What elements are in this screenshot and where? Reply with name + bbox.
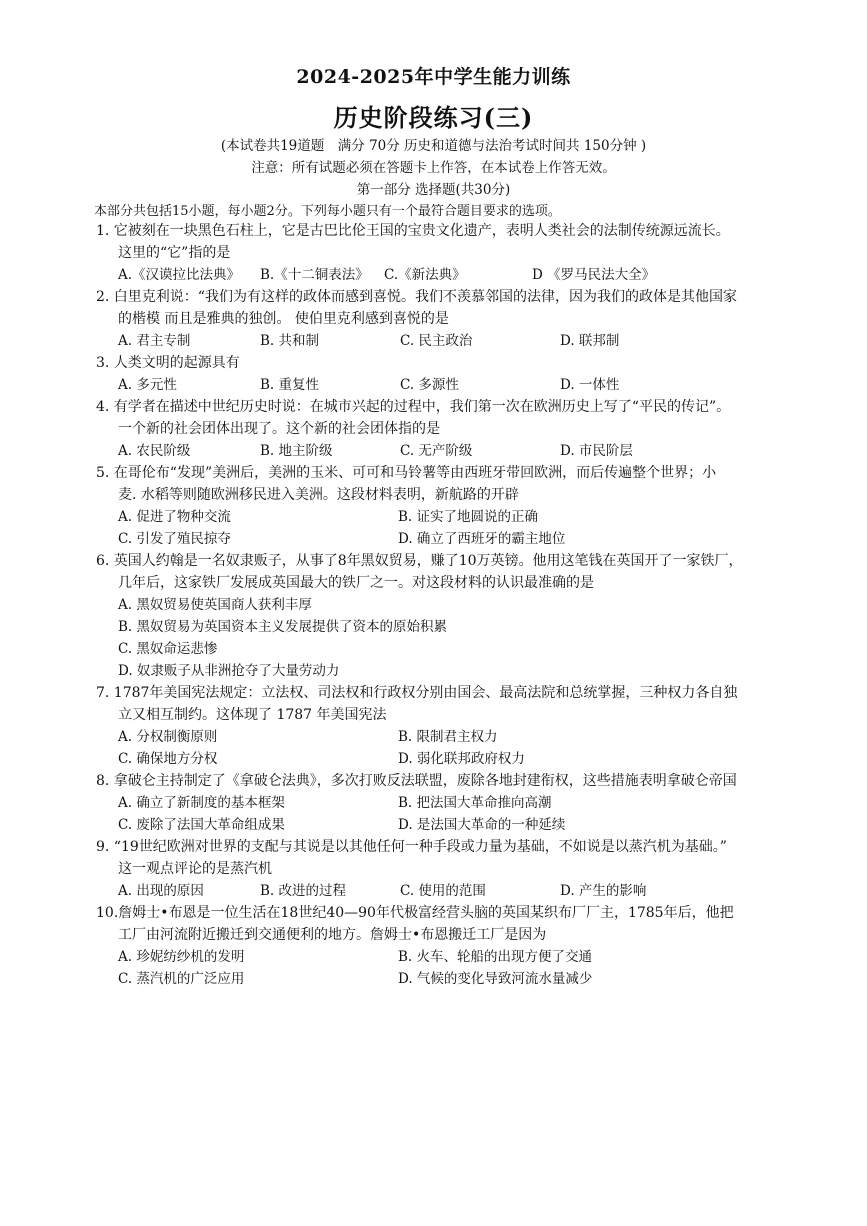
question-6-option-d: D. 奴隶贩子从非洲抢夺了大量劳动力 bbox=[118, 663, 340, 679]
question-6-line-2: 几年后，这家铁厂发展成英国最大的铁厂之一。对这段材料的认识最准确的是 bbox=[118, 575, 594, 591]
question-4-option-b: B. 地主阶级 bbox=[260, 443, 333, 459]
question-2-option-d: D. 联邦制 bbox=[560, 333, 620, 349]
question-3-option-b: B. 重复性 bbox=[260, 377, 320, 393]
question-10-line-2: 工厂由河流附近搬迁到交通便利的地方。詹姆士•布恩搬迁工厂是因为 bbox=[118, 927, 547, 943]
question-4-option-c: C. 无产阶级 bbox=[400, 443, 473, 459]
question-10-option-a: A. 珍妮纺纱机的发明 bbox=[118, 949, 245, 965]
question-5-line-2: 麦. 水稻等则随欧洲移民进入美洲。这段材料表明，新航路的开辟 bbox=[118, 487, 519, 503]
question-4-option-a: A. 农民阶级 bbox=[118, 443, 191, 459]
question-6-option-a: A. 黑奴贸易使英国商人获利丰厚 bbox=[118, 597, 312, 613]
question-2-line-2: 的楷模 而且是雅典的独创。 使伯里克利感到喜悦的是 bbox=[118, 311, 449, 327]
question-8-line-1: 8. 拿破仑主持制定了《拿破仑法典》，多次打败反法联盟，废除各地封建衔权，这些措施表明拿破仑帝国 bbox=[96, 773, 737, 789]
question-4-option-d: D. 市民阶层 bbox=[560, 443, 633, 459]
question-10-line-1: 10.詹姆士•布恩是一位生活在18世纪40—90年代极富经营头脑的英国某织布厂厂主，1785年后，他把 bbox=[96, 905, 734, 921]
question-9-option-d: D. 产生的影响 bbox=[560, 883, 647, 899]
exam-series-title: 2024-2025年中学生能力训练 bbox=[296, 66, 571, 88]
question-1-line-1: 1. 它被刻在一块黑色石柱上，它是古巴比伦王国的宝贵文化遗产，表明人类社会的法制传统源远流长。 bbox=[96, 223, 730, 239]
question-7-option-c: C. 确保地方分权 bbox=[118, 751, 218, 767]
question-9-line-2: 这一观点评论的是蒸汽机 bbox=[118, 861, 272, 877]
question-3-option-c: C. 多源性 bbox=[400, 377, 459, 393]
question-6-option-c: C. 黑奴命运悲惨 bbox=[118, 641, 218, 657]
question-8-option-b: B. 把法国大革命推向高潮 bbox=[398, 795, 552, 811]
question-4-line-2: 一个新的社会团体出现了。这个新的社会团体指的是 bbox=[118, 421, 440, 437]
question-5-option-a: A. 促进了物种交流 bbox=[118, 509, 231, 525]
question-10-option-d: D. 气候的变化导致河流水量减少 bbox=[398, 971, 593, 987]
question-10-option-c: C. 蒸汽机的广泛应用 bbox=[118, 971, 245, 987]
question-7-option-d: D. 弱化联邦政府权力 bbox=[398, 751, 525, 767]
question-2-line-1: 2. 白里克利说：“我们为有这样的政体而感到喜悦。我们不羡慕邻国的法律，因为我们的政体是其他国家 bbox=[96, 289, 737, 305]
question-8-option-c: C. 废除了法国大革命组成果 bbox=[118, 817, 285, 833]
question-10-option-b: B. 火车、轮船的出现方便了交通 bbox=[398, 949, 593, 965]
question-5-option-b: B. 证实了地圆说的正确 bbox=[398, 509, 539, 525]
question-1-option-c: C.《新法典》 bbox=[384, 267, 466, 283]
question-7-line-1: 7. 1787年美国宪法规定：立法权、司法权和行政权分别由国会、最高法院和总统掌握，三种权力各自独 bbox=[96, 685, 738, 701]
exam-meta: (本试卷共19道题 满分 70分 历史和道德与法治考试时间共 150分钟 ) bbox=[220, 138, 647, 154]
question-3-option-a: A. 多元性 bbox=[118, 377, 177, 393]
question-3-option-d: D. 一体性 bbox=[560, 377, 620, 393]
question-1-line-2: 这里的“它”指的是 bbox=[118, 245, 231, 261]
question-5-option-c: C. 引发了殖民掠夺 bbox=[118, 531, 231, 547]
part-heading: 第一部分 选择题(共30分) bbox=[356, 182, 511, 198]
question-9-option-b: B. 改进的过程 bbox=[260, 883, 347, 899]
question-2-option-b: B. 共和制 bbox=[260, 333, 320, 349]
question-7-line-2: 立又相互制约。这体现了 1787 年美国宪法 bbox=[118, 707, 387, 723]
question-6-option-b: B. 黑奴贸易为英国资本主义发展提供了资本的原始积累 bbox=[118, 619, 448, 635]
part-instructions: 本部分共包括15小题，每小题2分。下列每小题只有一个最符合题目要求的选项。 bbox=[94, 204, 561, 219]
question-9-option-c: C. 使用的范围 bbox=[400, 883, 486, 899]
exam-notice: 注意：所有试题必须在答题卡上作答，在本试卷上作答无效。 bbox=[251, 160, 616, 176]
question-8-option-a: A. 确立了新制度的基本框架 bbox=[118, 795, 285, 811]
exam-title: 历史阶段练习(三) bbox=[333, 103, 534, 132]
question-6-line-1: 6. 英国人约翰是一名奴隶贩子，从事了8年黑奴贸易，赚了10万英镑。他用这笔钱在英国开了一家铁厂， bbox=[96, 553, 743, 569]
question-7-option-b: B. 限制君主权力 bbox=[398, 729, 498, 745]
question-1-option-b: B.《十二铜表法》 bbox=[260, 267, 369, 283]
question-3-line-1: 3. 人类文明的起源具有 bbox=[96, 355, 240, 371]
question-9-line-1: 9. “19世纪欧洲对世界的支配与其说是以其他任何一种手段或力量为基础，不如说是以蒸汽机为基础。” bbox=[96, 839, 727, 855]
question-1-option-d: D 《罗马民法大全》 bbox=[532, 267, 656, 283]
question-5-line-1: 5. 在哥伦布“发现”美洲后，美洲的玉米、可可和马铃薯等由西班牙带回欧洲，而后传遍整个世界；小 bbox=[96, 465, 717, 481]
question-2-option-a: A. 君主专制 bbox=[118, 333, 191, 349]
question-5-option-d: D. 确立了西班牙的霸主地位 bbox=[398, 531, 566, 547]
question-2-option-c: C. 民主政治 bbox=[400, 333, 473, 349]
question-4-line-1: 4. 有学者在描述中世纪历史时说：在城市兴起的过程中，我们第一次在欧洲历史上写了“平民的传记”。 bbox=[96, 399, 731, 415]
question-1-option-a: A.《汉谟拉比法典》 bbox=[118, 267, 241, 283]
question-9-option-a: A. 出现的原因 bbox=[118, 883, 204, 899]
question-7-option-a: A. 分权制衡原则 bbox=[118, 729, 218, 745]
question-8-option-d: D. 是法国大革命的一种延续 bbox=[398, 817, 566, 833]
